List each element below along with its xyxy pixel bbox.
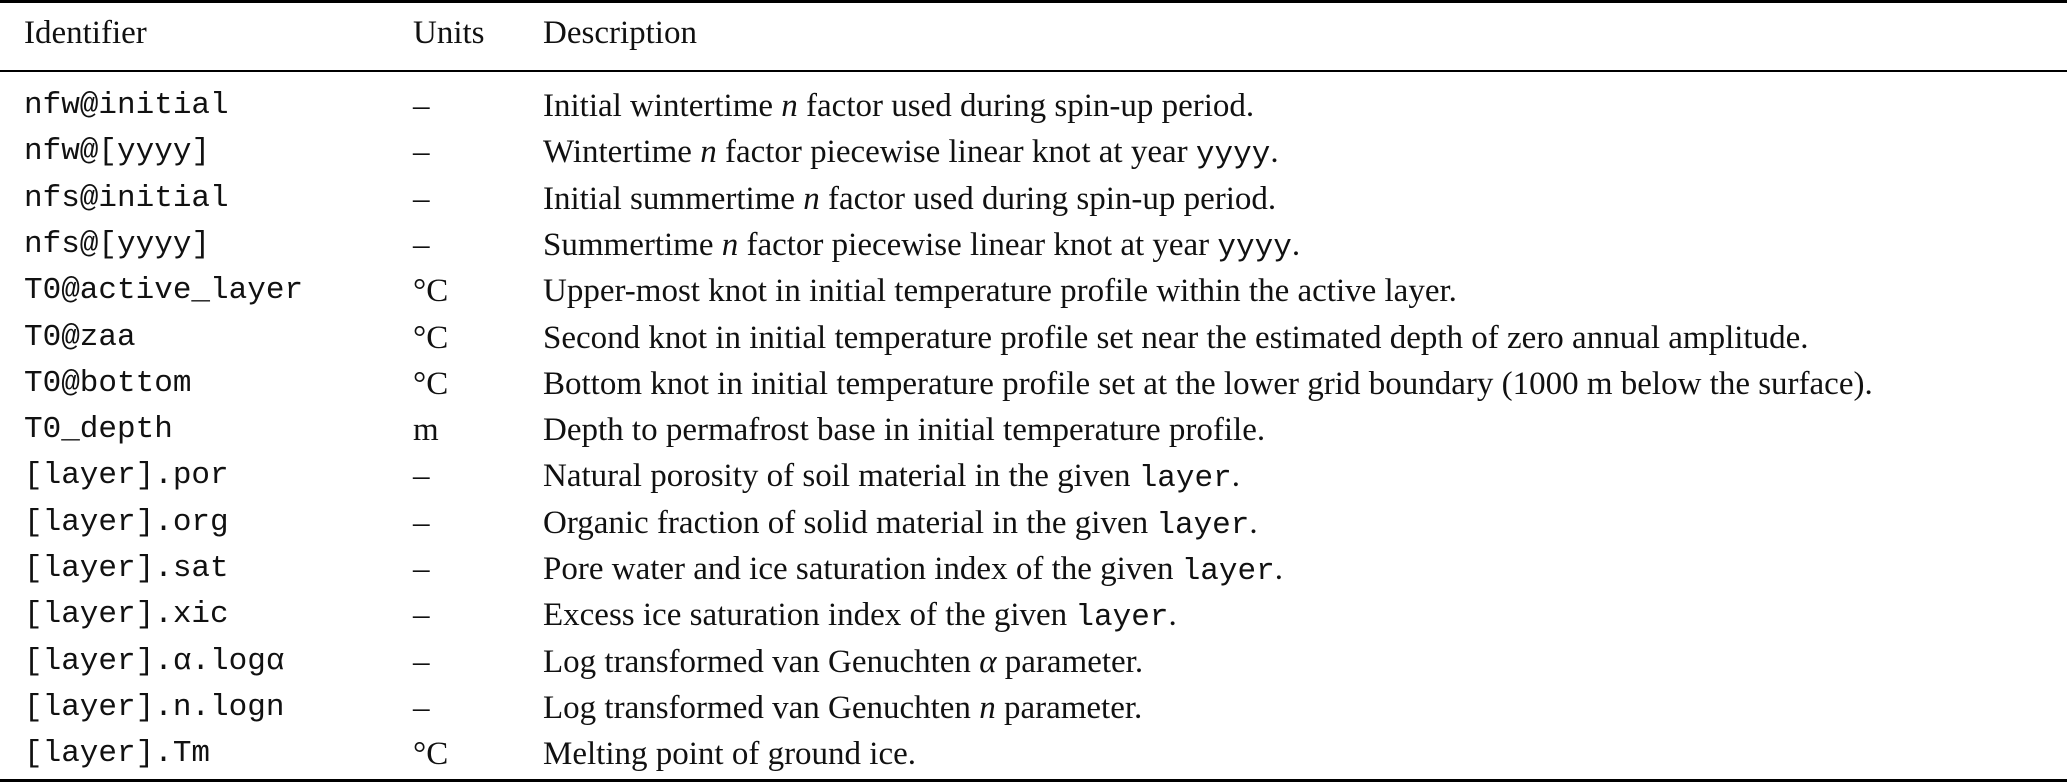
cell-identifier: [layer].n.logn xyxy=(24,689,285,725)
cell-units: – xyxy=(413,551,430,587)
cell-description xyxy=(543,129,1279,175)
cell-identifier: T0_depth xyxy=(24,412,173,448)
cell-identifier: nfs@[yyyy] xyxy=(24,226,211,262)
description-fragment: . xyxy=(1270,134,1279,171)
table-row xyxy=(0,129,2067,175)
description-fragment: parameter. xyxy=(995,689,1143,726)
cell-description xyxy=(543,268,1457,314)
cell-units: °C xyxy=(413,319,449,356)
cell-units: – xyxy=(413,134,430,171)
cell-units: – xyxy=(413,88,430,124)
cell-description xyxy=(543,731,916,777)
table-row xyxy=(0,315,2067,361)
description-fragment: . xyxy=(1249,504,1258,541)
table-row xyxy=(0,685,2067,731)
cell-description xyxy=(543,685,1142,731)
description-fragment: factor used during spin-up period. xyxy=(819,180,1277,217)
cell-units: – xyxy=(413,504,430,541)
description-fragment: n xyxy=(721,226,739,263)
description-fragment: . xyxy=(1231,458,1240,495)
cell-description xyxy=(543,176,1276,222)
table-header xyxy=(0,10,2067,56)
header-units: Units xyxy=(413,15,485,51)
description-fragment: Upper-most knot in initial temperature profile within the active layer. xyxy=(543,273,1457,310)
header-rule xyxy=(0,70,2067,72)
description-fragment: . xyxy=(1168,597,1177,634)
description-fragment: Wintertime xyxy=(543,134,701,171)
cell-identifier: nfw@[yyyy] xyxy=(24,134,211,170)
cell-identifier: [layer].sat xyxy=(24,551,229,586)
description-fragment: Log transformed van Genuchten xyxy=(543,689,980,726)
cell-identifier: nfs@initial xyxy=(24,180,229,216)
description-fragment: . xyxy=(1274,551,1283,587)
table-row xyxy=(0,268,2067,314)
cell-description xyxy=(543,407,1265,453)
cell-identifier: [layer].org xyxy=(24,504,229,540)
description-fragment: layer xyxy=(1181,554,1275,589)
cell-description xyxy=(543,453,1240,499)
table-row xyxy=(0,407,2067,453)
cell-description xyxy=(543,361,1873,407)
cell-description xyxy=(543,315,1809,361)
description-fragment: Initial summertime xyxy=(543,180,804,217)
description-fragment: n xyxy=(700,134,717,171)
cell-identifier: [layer].xic xyxy=(24,597,229,633)
table-row xyxy=(0,453,2067,499)
table-row xyxy=(0,222,2067,268)
cell-description xyxy=(543,83,1254,129)
table-row xyxy=(0,639,2067,685)
cell-description xyxy=(543,222,1300,268)
cell-description xyxy=(543,546,1283,592)
cell-units: – xyxy=(413,458,430,495)
description-fragment: yyyy xyxy=(1217,229,1292,265)
table-row xyxy=(0,731,2067,777)
bottom-rule xyxy=(0,779,2067,782)
cell-identifier: T0@bottom xyxy=(24,365,192,401)
description-fragment: Summertime xyxy=(543,226,722,263)
description-fragment: n xyxy=(803,180,820,217)
header-identifier: Identifier xyxy=(24,15,147,51)
cell-identifier: [layer].α.logα xyxy=(24,643,285,679)
table-row xyxy=(0,361,2067,407)
cell-units: – xyxy=(413,180,430,217)
description-fragment: Organic fraction of solid material in the given xyxy=(543,504,1157,541)
cell-units: – xyxy=(413,226,430,263)
description-fragment: n xyxy=(979,689,996,726)
description-fragment: layer xyxy=(1138,461,1232,497)
description-fragment: parameter. xyxy=(996,643,1144,680)
description-fragment: . xyxy=(1291,226,1301,263)
description-fragment: factor used during spin-up period. xyxy=(797,88,1255,124)
description-fragment: Excess ice saturation index of the given xyxy=(543,597,1076,634)
top-rule xyxy=(0,0,2067,3)
cell-identifier: [layer].Tm xyxy=(24,736,211,772)
cell-identifier: [layer].por xyxy=(24,458,229,494)
cell-units: – xyxy=(413,689,430,726)
cell-identifier: nfw@initial xyxy=(24,88,229,123)
cell-identifier: T0@zaa xyxy=(24,319,136,355)
description-fragment: α xyxy=(979,643,997,680)
description-fragment: Initial wintertime xyxy=(543,88,782,124)
cell-units: °C xyxy=(413,273,449,310)
table-row xyxy=(0,500,2067,546)
cell-units: °C xyxy=(413,365,449,402)
description-fragment: factor piecewise linear knot at year xyxy=(716,134,1196,171)
description-fragment: Log transformed van Genuchten xyxy=(543,643,980,680)
description-fragment: Second knot in initial temperature profile set near the estimated depth of zero annual amplitude. xyxy=(543,319,1809,356)
description-fragment: n xyxy=(781,88,798,124)
description-fragment: Bottom knot in initial temperature profile set at the lower grid boundary (1000 m below the surface). xyxy=(543,365,1873,402)
cell-description xyxy=(543,592,1177,638)
description-fragment: layer xyxy=(1075,600,1169,636)
description-fragment: layer xyxy=(1156,507,1250,543)
cell-units: °C xyxy=(413,736,449,773)
table-row xyxy=(0,176,2067,222)
cell-units: – xyxy=(413,643,430,680)
cell-identifier: T0@active_layer xyxy=(24,273,304,309)
cell-description xyxy=(543,500,1258,546)
cell-units: – xyxy=(413,597,430,634)
description-fragment: Depth to permafrost base in initial temperature profile. xyxy=(543,412,1266,449)
description-fragment: Natural porosity of soil material in the given xyxy=(543,458,1139,495)
table-row xyxy=(0,592,2067,638)
description-fragment: yyyy xyxy=(1195,137,1271,173)
description-fragment: factor piecewise linear knot at year xyxy=(738,226,1218,263)
description-fragment: Melting point of ground ice. xyxy=(543,736,917,773)
table-row xyxy=(0,83,2067,129)
header-description: Description xyxy=(543,15,697,51)
description-fragment: Pore water and ice saturation index of the given xyxy=(543,551,1182,587)
cell-units: m xyxy=(413,412,439,449)
cell-description xyxy=(543,639,1143,685)
table-row xyxy=(0,546,2067,592)
